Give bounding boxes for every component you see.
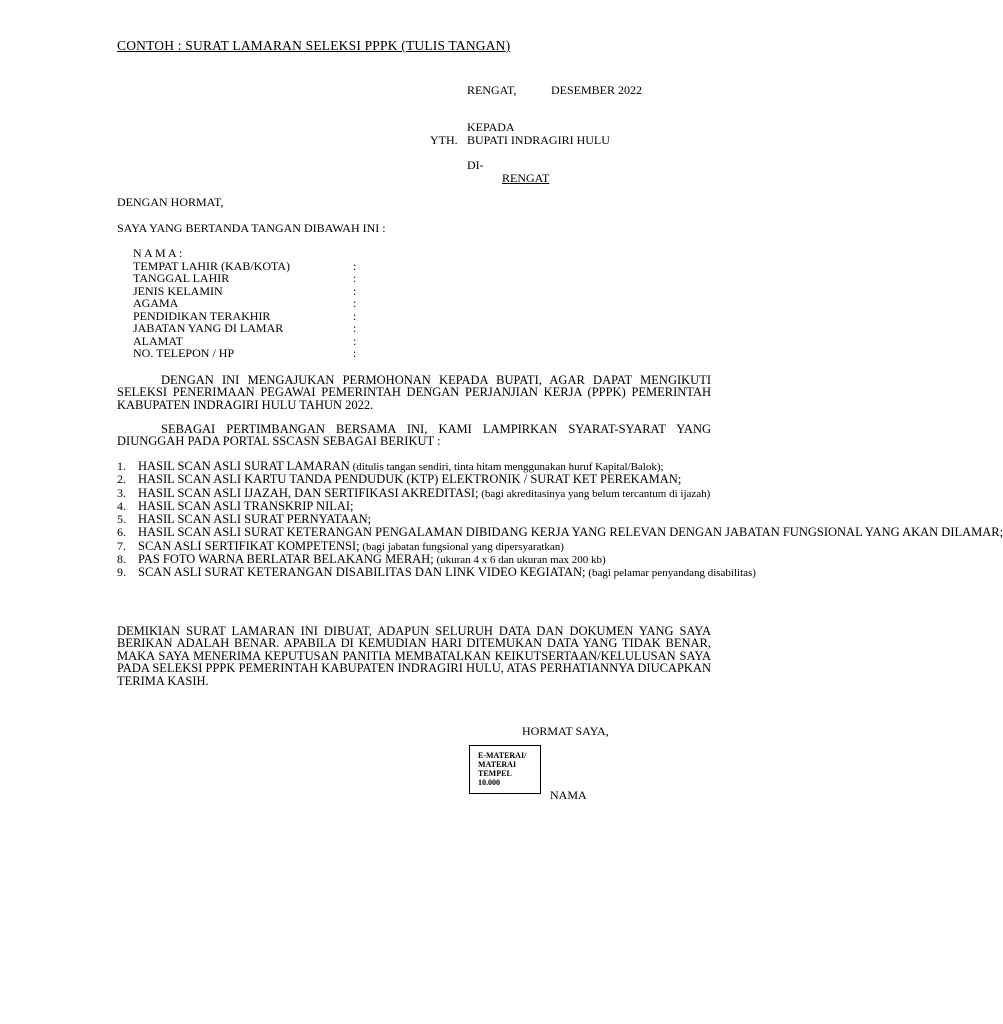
document-title: CONTOH : SURAT LAMARAN SELEKSI PPPK (TULIS TANGAN) xyxy=(117,38,511,53)
list-item: 3. HASIL SCAN ASLI IJAZAH, DAN SERTIFIKASI AKREDITASI; (bagi akreditasinya yang belum tercantum di ijazah) xyxy=(117,485,711,500)
form-label: N A M A : xyxy=(133,246,183,260)
list-item: 4. HASIL SCAN ASLI TRANSKRIP NILAI; xyxy=(117,498,354,513)
form-row-telepon xyxy=(133,347,363,360)
list-item: 1. HASIL SCAN ASLI SURAT LAMARAN (ditulis tangan sendiri, tinta hitam menggunakan huruf Kapital/Balok); xyxy=(117,459,664,473)
recipient-city: RENGAT xyxy=(502,171,550,185)
recipient-di: DI- xyxy=(467,158,484,172)
paragraph-closing: DEMIKIAN SURAT LAMARAN INI DIBUAT, ADAPUN SELURUH DATA DAN DOKUMEN YANG SAYA BERIKAN ADALAH BENAR. APABILA DI KEMUDIAN HARI DITEMUKAN DATA YANG TIDAK BENAR, MAKA SAYA MENERIMA KEPUTUSAN PANITIA MEMBATALKAN KEIKUTSERTAAN/KELULUSAN SAYA PADA SELEKSI PPPK PEMERINTAH KABUPATEN INDRAGIRI HULU, ATAS PERHATIANNYA DIUCAPKAN TERIMA KASIH. xyxy=(117,624,711,688)
applicant-form xyxy=(133,247,363,360)
list-item: 7. SCAN ASLI SERTIFIKAT KOMPETENSI; (bagi jabatan fungsional yang dipersyaratkan) xyxy=(117,538,564,553)
stamp-line: MATERAI xyxy=(478,760,517,769)
recipient-kepada: KEPADA xyxy=(467,120,515,134)
list-item: 2. HASIL SCAN ASLI KARTU TANDA PENDUDUK (KTP) ELEKTRONIK / SURAT KET PEREKAMAN; xyxy=(117,472,682,487)
form-label: TEMPAT LAHIR (KAB/KOTA) xyxy=(133,258,291,273)
form-label: TANGGAL LAHIR xyxy=(133,271,230,285)
form-label: JABATAN YANG DI LAMAR xyxy=(133,321,284,335)
paragraph-attachments: SEBAGAI PERTIMBANGAN BERSAMA INI, KAMI LAMPIRKAN SYARAT-SYARAT YANG DIUNGGAH PADA PORTAL SSCASN SEBAGAI BERIKUT : xyxy=(117,422,711,449)
requirements-list xyxy=(117,459,1003,580)
recipient-name: BUPATI INDRAGIRI HULU xyxy=(467,133,610,147)
list-item: 5. HASIL SCAN ASLI SURAT PERNYATAAN; xyxy=(117,512,372,527)
letter-place: RENGAT, xyxy=(467,83,517,97)
recipient-yth: YTH. xyxy=(430,133,458,147)
signer-name: NAMA xyxy=(550,788,587,802)
form-label: AGAMA xyxy=(133,296,179,310)
list-item: 6. HASIL SCAN ASLI SURAT KETERANGAN PENGALAMAN DIBIDANG KERJA YANG RELEVAN DENGAN JABATAN FUNGSIONAL YANG AKAN DILAMAR; xyxy=(117,525,1003,540)
form-colon: : xyxy=(353,308,357,323)
form-colon: : xyxy=(353,258,357,273)
materai-stamp-box xyxy=(469,745,541,794)
form-label: PENDIDIKAN TERAKHIR xyxy=(133,308,271,323)
signoff: HORMAT SAYA, xyxy=(522,724,609,738)
form-label: NO. TELEPON / HP xyxy=(133,346,235,360)
stamp-line: 10.000 xyxy=(478,778,500,787)
form-colon: : xyxy=(353,321,357,335)
stamp-line: E-MATERAI/ xyxy=(478,751,527,760)
form-colon: : xyxy=(353,283,357,298)
intro-line: SAYA YANG BERTANDA TANGAN DIBAWAH INI : xyxy=(117,221,386,235)
greeting: DENGAN HORMAT, xyxy=(117,195,224,209)
form-colon: : xyxy=(353,333,357,348)
list-item: 9. SCAN ASLI SURAT KETERANGAN DISABILITAS DAN LINK VIDEO KEGIATAN; (bagi pelamar penyandang disabilitas) xyxy=(117,565,756,580)
list-item: 8. PAS FOTO WARNA BERLATAR BELAKANG MERAH; (ukuran 4 x 6 dan ukuran max 200 kb) xyxy=(117,552,606,567)
paragraph-application: DENGAN INI MENGAJUKAN PERMOHONAN KEPADA BUPATI, AGAR DAPAT MENGIKUTI SELEKSI PENERIMAAN PEGAWAI PEMERINTAH DENGAN PERJANJIAN KERJA (PPPK) PEMERINTAH KABUPATEN INDRAGIRI HULU TAHUN 2022. xyxy=(117,373,711,412)
form-label: ALAMAT xyxy=(133,333,183,348)
form-colon: : xyxy=(353,296,357,310)
form-label: JENIS KELAMIN xyxy=(133,283,223,298)
stamp-line: TEMPEL xyxy=(478,769,512,778)
letter-date: DESEMBER 2022 xyxy=(551,83,643,97)
form-colon: : xyxy=(353,346,357,360)
form-colon: : xyxy=(353,271,357,285)
